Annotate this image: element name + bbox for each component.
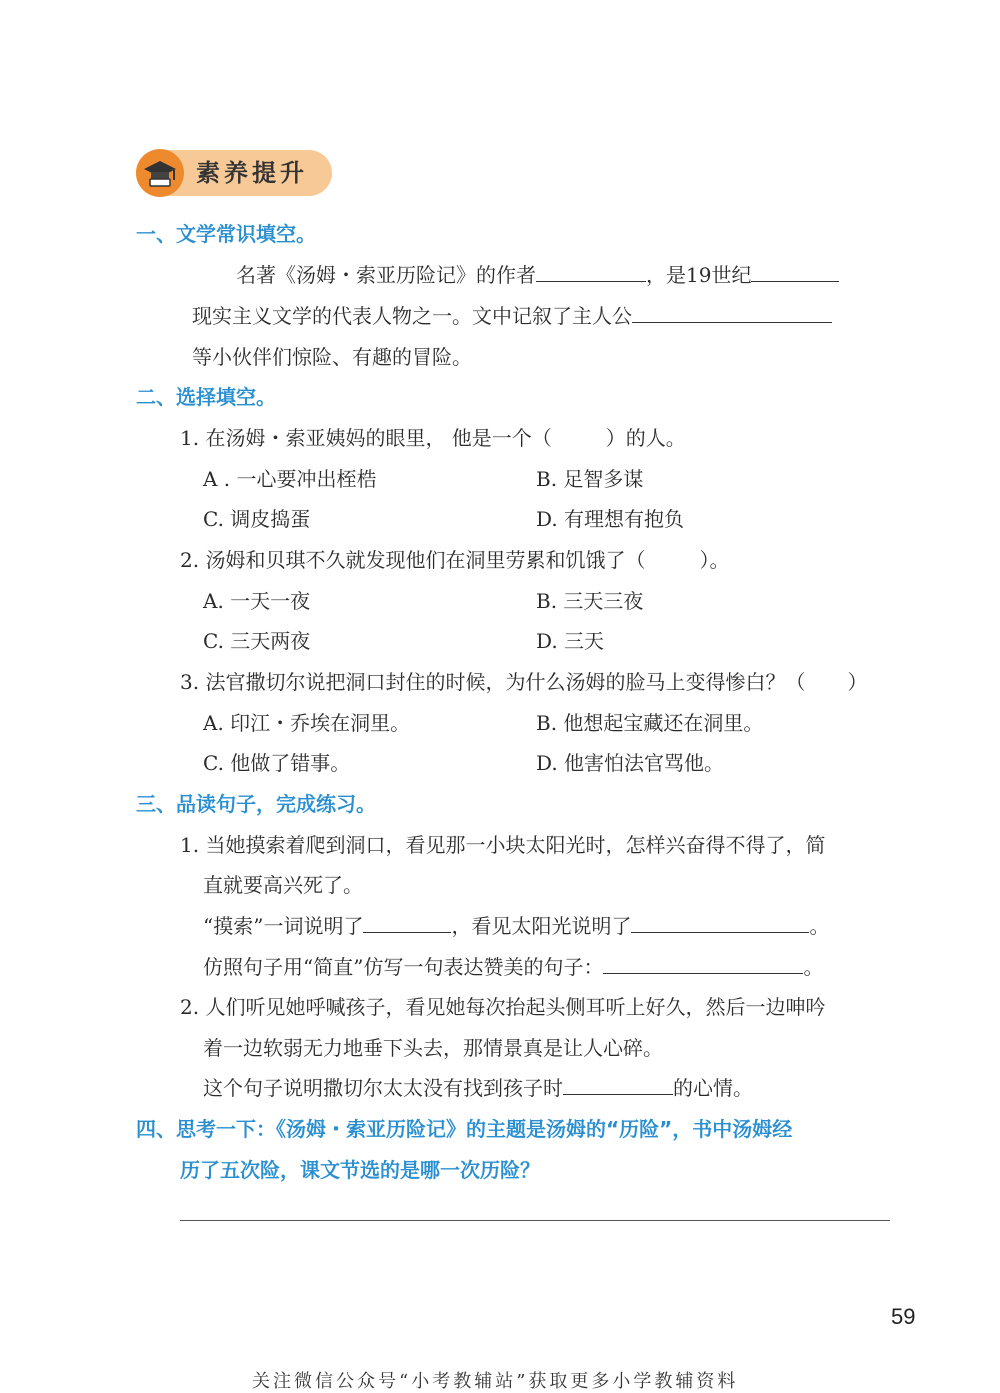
q3-sentence-1-line-1: 1. 当她摸索着爬到洞口，看见那一小块太阳光时，怎样兴奋得不得了，简 [180, 833, 826, 857]
q1-line-1 [236, 260, 839, 290]
footer-note: 关注微信公众号“小考教辅站”获取更多小学教辅资料 [252, 1371, 739, 1392]
q4-answer-line[interactable] [180, 1220, 890, 1221]
q1-country-blank[interactable] [751, 263, 839, 282]
q2-item-3-stem [180, 667, 867, 697]
q1-line-2-text: 现实主义文学的代表人物之一。文中记叙了主人公 [192, 304, 632, 328]
q3-mood-blank[interactable] [563, 1076, 673, 1095]
q1-line-3: 等小伙伴们惊险、有趣的冒险。 [192, 345, 472, 369]
q3-sentence-1-question-1 [203, 911, 829, 941]
q3-sentence-2-question [203, 1073, 753, 1103]
q2-item-2-option-d: D. 三天 [536, 629, 605, 653]
q2-item-3-option-c: C. 他做了错事。 [203, 751, 351, 775]
page-number: 59 [891, 1304, 916, 1329]
question-1-heading: 一、文学常识填空。 [136, 222, 316, 246]
q2-item-2-option-b: B. 三天三夜 [536, 589, 644, 613]
q3-s1-q1-text-b: ，看见太阳光说明了 [451, 914, 632, 938]
q3-s2-q-text-a: 这个句子说明撒切尔太太没有找到孩子时 [203, 1076, 563, 1100]
question-3-heading: 三、品读句子，完成练习。 [136, 792, 376, 816]
q3-sentence-2-line-2: 着一边软弱无力地垂下头去，那情景真是让人心碎。 [203, 1036, 663, 1060]
q2-item-1-stem-a: 1. 在汤姆・索亚姨妈的眼里， 他是一个（ [180, 426, 552, 450]
question-4-heading-line-1: 四、思考一下：《汤姆・索亚历险记》的主题是汤姆的“历险”，书中汤姆经 [136, 1117, 793, 1141]
q2-item-2-stem [180, 545, 729, 575]
q2-item-3-option-b: B. 他想起宝藏还在洞里。 [536, 711, 764, 735]
q2-item-2-stem-b: ）。 [699, 548, 730, 572]
q2-item-1-option-b: B. 足智多谋 [536, 467, 644, 491]
q2-item-3-option-a: A. 印江・乔埃在洞里。 [203, 711, 411, 735]
q1-line-2 [192, 301, 832, 331]
q1-author-blank[interactable] [536, 263, 646, 282]
q3-imitation-blank[interactable] [603, 955, 803, 974]
q3-sentence-1-question-2 [203, 952, 823, 982]
q2-item-3-option-d: D. 他害怕法官骂他。 [536, 751, 725, 775]
section-title: 素养提升 [196, 159, 308, 187]
section-badge [136, 150, 332, 196]
q3-s2-q-text-b: 的心情。 [673, 1076, 753, 1100]
q2-item-2-option-c: C. 三天两夜 [203, 629, 311, 653]
q3-sunlight-blank[interactable] [631, 914, 809, 933]
q3-sentence-1-line-2: 直就要高兴死了。 [203, 873, 363, 897]
badge-icon-circle [136, 149, 184, 197]
q3-s1-q1-text-a: “摸索”一词说明了 [203, 914, 364, 938]
q2-item-3-stem-b: ） [847, 670, 868, 694]
q1-protagonist-blank[interactable] [632, 304, 832, 323]
question-4-heading-line-2: 历了五次险，课文节选的是哪一次历险？ [180, 1158, 540, 1182]
q3-s1-q2-text-b: 。 [803, 955, 824, 979]
q3-mosuo-blank[interactable] [363, 914, 451, 933]
q2-item-1-option-d: D. 有理想有抱负 [536, 507, 685, 531]
q2-item-1-option-a: A . 一心要冲出桎梏 [203, 467, 377, 491]
q1-line-1-text-b: ，是19世纪 [646, 263, 752, 287]
graduation-cap-icon [136, 149, 184, 197]
q2-item-1-stem [180, 423, 686, 453]
question-2-heading: 二、选择填空。 [136, 385, 276, 409]
q3-sentence-2-line-1: 2. 人们听见她呼喊孩子，看见她每次抬起头侧耳听上好久，然后一边呻吟 [180, 995, 826, 1019]
q2-item-2-stem-a: 2. 汤姆和贝琪不久就发现他们在洞里劳累和饥饿了（ [180, 548, 646, 572]
q3-s1-q2-text-a: 仿照句子用“简直”仿写一句表达赞美的句子： [203, 955, 604, 979]
q2-item-2-option-a: A. 一天一夜 [203, 589, 311, 613]
q2-item-1-stem-b: ）的人。 [605, 426, 686, 450]
q2-item-1-option-c: C. 调皮捣蛋 [203, 507, 311, 531]
q3-s1-q1-text-c: 。 [809, 914, 830, 938]
q2-item-3-stem-a: 3. 法官撒切尔说把洞口封住的时候，为什么汤姆的脸马上变得惨白？（ [180, 670, 806, 694]
q1-line-1-text-a: 名著《汤姆・索亚历险记》的作者 [236, 263, 536, 287]
